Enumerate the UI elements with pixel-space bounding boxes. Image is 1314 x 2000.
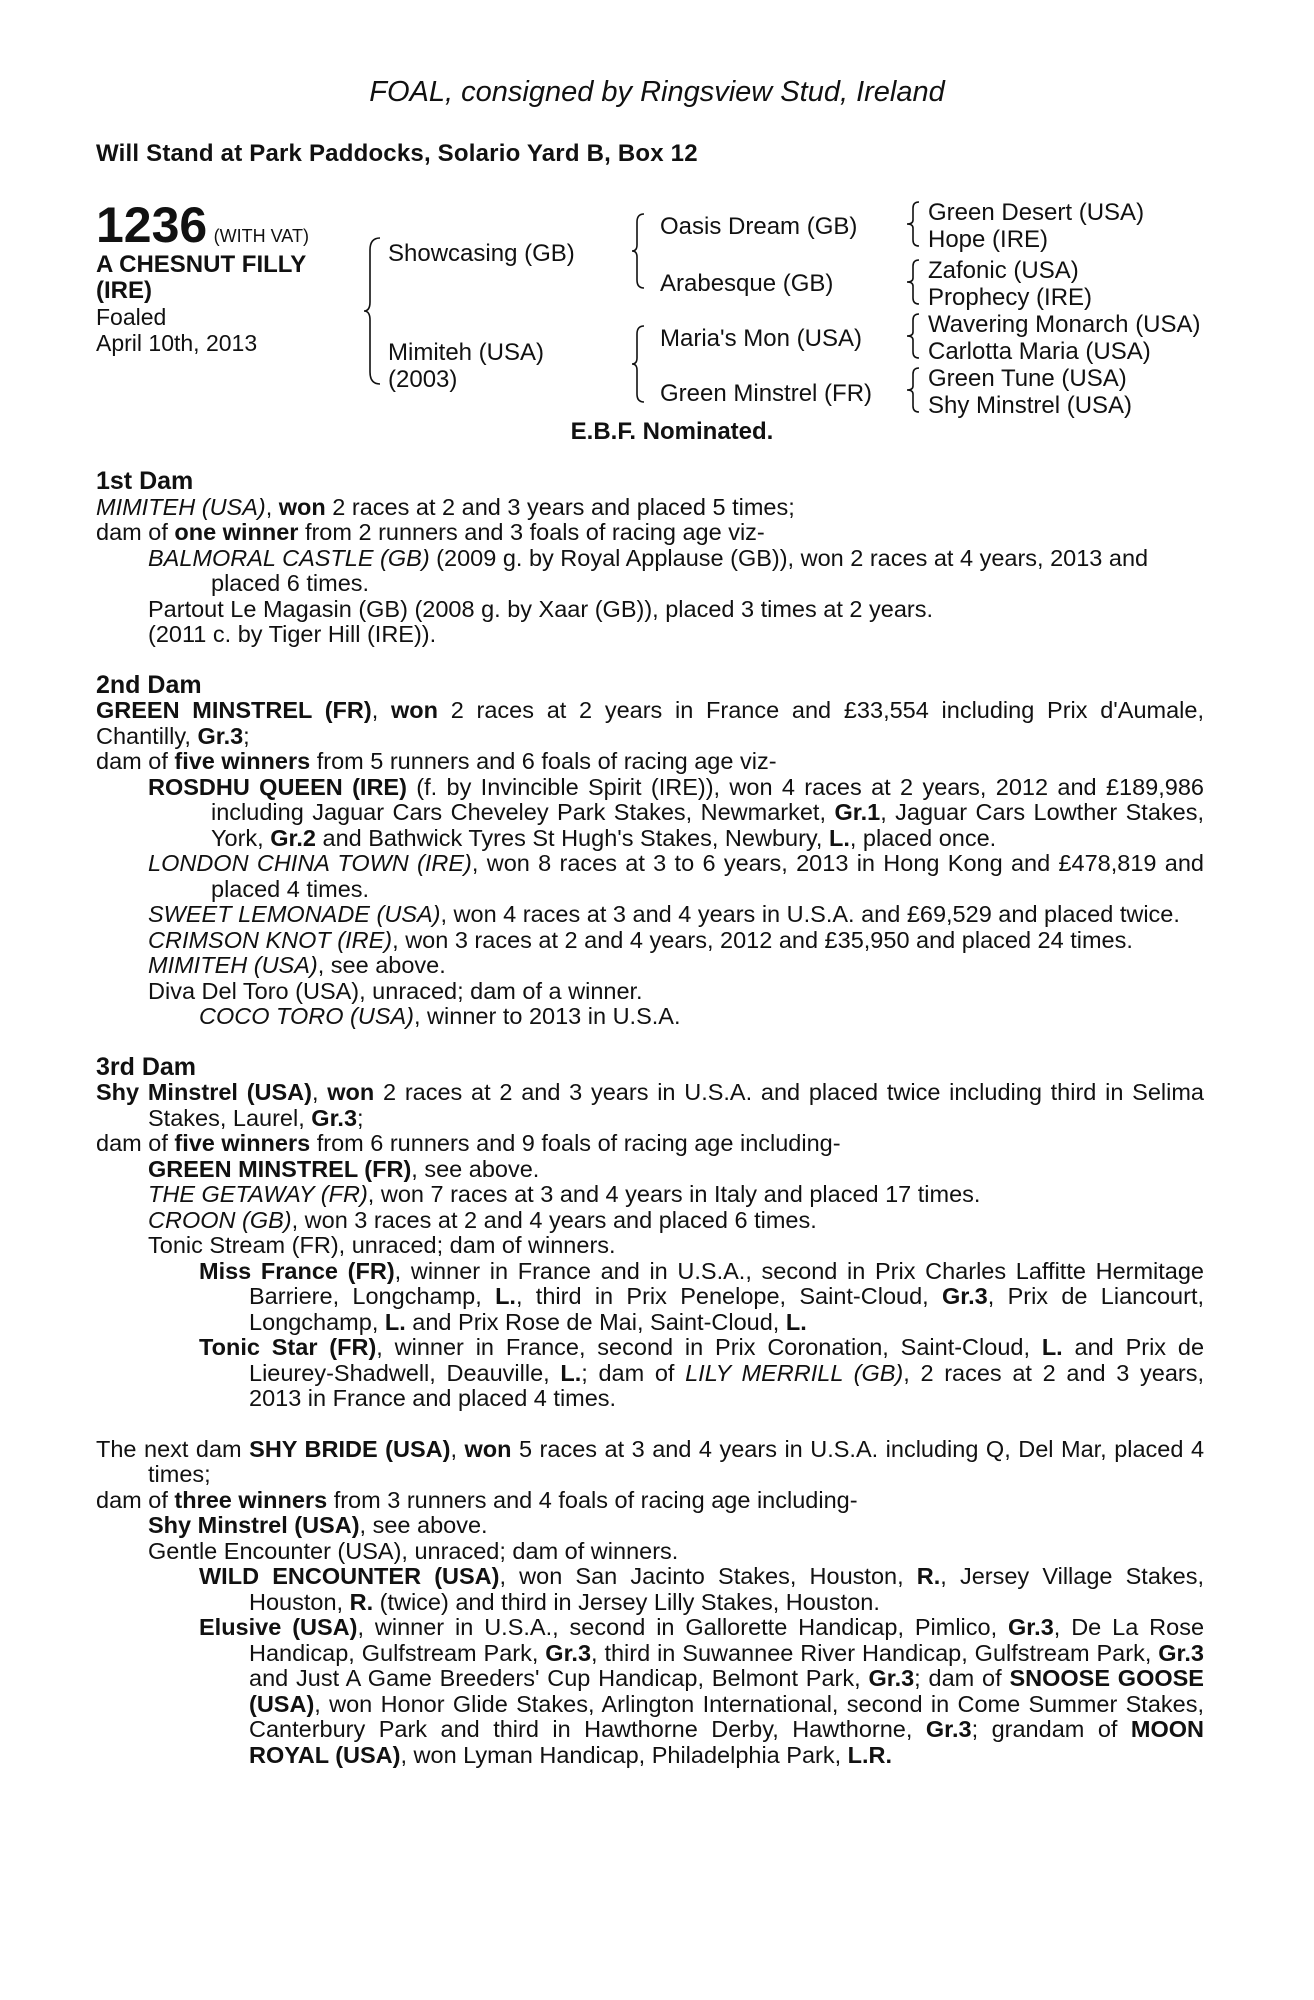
grandproduce-entry: Miss France (FR), winner in France and in U.S.A., second in Prix Charles Laffitte Hermitage Barriere, Longchamp, L., third in Prix Penelope, Saint-Cloud, Gr.3, Prix de Liancourt, Longchamp, L. and Prix Rose de Mai, Saint-Cloud, L. — [199, 1257, 1205, 1335]
pedigree-brace-marias-mon — [905, 312, 921, 360]
pedigree-brace-arabesque — [905, 258, 921, 306]
lot-description: A CHESNUT FILLY — [96, 251, 307, 278]
first-dam-produce-summary: dam of one winner from 2 runners and 3 foals of racing age viz- — [96, 519, 765, 545]
third-dam-heading: 3rd Dam — [96, 1052, 197, 1081]
dam-sire: Maria's Mon (USA) — [660, 325, 862, 352]
pedigree-brace-oasis — [905, 200, 921, 248]
sire-sire: Oasis Dream (GB) — [660, 213, 858, 240]
produce-entry: GREEN MINSTREL (FR), see above. — [148, 1155, 540, 1182]
second-dam-produce-summary: dam of five winners from 5 runners and 6 foals of racing age viz- — [96, 748, 777, 774]
ancestor-5: Wavering Monarch (USA) — [928, 311, 1201, 338]
foaled-date: April 10th, 2013 — [96, 330, 258, 356]
ancestor-3: Zafonic (USA) — [928, 257, 1079, 284]
dam-name: Mimiteh (USA) — [388, 339, 545, 366]
next-dam-produce-summary: dam of three winners from 3 runners and 4 foals of racing age including- — [96, 1486, 858, 1513]
produce-entry: CRIMSON KNOT (IRE), won 3 races at 2 and 4 years, 2012 and £35,950 and placed 24 times. — [148, 926, 1133, 953]
produce-entry: Tonic Stream (FR), unraced; dam of winners. — [148, 1232, 616, 1258]
ancestor-8: Shy Minstrel (USA) — [928, 392, 1133, 419]
ancestor-6: Carlotta Maria (USA) — [928, 338, 1151, 365]
ebf-nomination: E.B.F. Nominated. — [570, 418, 774, 445]
dam-year: (2003) — [388, 366, 458, 393]
ancestor-2: Hope (IRE) — [928, 226, 1049, 253]
second-dam-summary: GREEN MINSTREL (FR), won 2 races at 2 years in France and £33,554 including Prix d'Aumale, Chantilly, Gr.3; — [96, 697, 1204, 749]
pedigree-brace-dam — [630, 324, 646, 404]
produce-entry: Shy Minstrel (USA), see above. — [148, 1512, 488, 1538]
produce-entry: BALMORAL CASTLE (GB) (2009 g. by Royal Applause (GB)), won 2 races at 4 years, 2013 and placed 6 times. — [148, 544, 1149, 596]
produce-entry: Partout Le Magasin (GB) (2008 g. by Xaar (GB)), placed 3 times at 2 years. — [148, 595, 933, 622]
pedigree-brace-green-minstrel — [905, 366, 921, 414]
produce-entry: SWEET LEMONADE (USA), won 4 races at 3 and 4 years in U.S.A. and £69,529 and placed twice. — [148, 901, 1180, 927]
grandproduce-entry: COCO TORO (USA), winner to 2013 in U.S.A. — [199, 1003, 681, 1029]
first-dam-summary: MIMITEH (USA), won 2 races at 2 and 3 years and placed 5 times; — [96, 493, 795, 520]
lot-number: 1236 — [96, 197, 208, 253]
grandproduce-entry: WILD ENCOUNTER (USA), won San Jacinto Stakes, Houston, R., Jersey Village Stakes, Houston, R. (twice) and third in Jersey Lilly Stakes, Houston. — [199, 1563, 1205, 1615]
lot-country: (IRE) — [96, 277, 152, 304]
next-dam-summary: The next dam SHY BRIDE (USA), won 5 races at 3 and 4 years in U.S.A. including Q, Del Mar, placed 4 times; — [96, 1435, 1205, 1487]
produce-entry: THE GETAWAY (FR), won 7 races at 3 and 4 years in Italy and placed 17 times. — [148, 1181, 981, 1207]
produce-entry: LONDON CHINA TOWN (IRE), won 8 races at 3 to 6 years, 2013 in Hong Kong and £478,819 and placed 4 times. — [148, 850, 1204, 902]
produce-entry: ROSDHU QUEEN (IRE) (f. by Invincible Spirit (IRE)), won 4 races at 2 years, 2012 and £189,986 including Jaguar Cars Cheveley Park Stakes, Newmarket, Gr.1, Jaguar Cars Lowther Stakes, York, Gr.2 and Bathwick Tyres St Hugh's Stakes, Newbury, L., placed once. — [148, 773, 1204, 851]
produce-entry: (2011 c. by Tiger Hill (IRE)). — [148, 621, 437, 647]
first-dam-heading: 1st Dam — [96, 467, 194, 495]
lot-info — [96, 198, 356, 356]
grandproduce-entry: Tonic Star (FR), winner in France, second in Prix Coronation, Saint-Cloud, L. and Prix de Lieurey-Shadwell, Deauville, L.; dam of LILY MERRILL (GB), 2 races at 2 and 3 years, 2013 in France and placed 4 times. — [199, 1334, 1205, 1411]
sire-dam: Arabesque (GB) — [660, 270, 834, 297]
produce-entry: CROON (GB), won 3 races at 2 and 4 years and placed 6 times. — [148, 1206, 817, 1233]
produce-entry: MIMITEH (USA), see above. — [148, 952, 446, 978]
third-dam-summary: Shy Minstrel (USA), won 2 races at 2 and 3 years in U.S.A. and placed twice including third in Selima Stakes, Laurel, Gr.3; — [96, 1079, 1204, 1131]
produce-entry: Diva Del Toro (USA), unraced; dam of a winner. — [148, 977, 643, 1004]
stand-location: Will Stand at Park Paddocks, Solario Yard B, Box 12 — [96, 140, 698, 167]
pedigree-brace-sire — [630, 212, 646, 290]
ancestor-1: Green Desert (USA) — [928, 199, 1145, 226]
sire-name: Showcasing (GB) — [388, 240, 575, 267]
vat-note: (WITH VAT) — [213, 226, 309, 246]
second-dam-heading: 2nd Dam — [96, 670, 202, 699]
third-dam-produce-summary: dam of five winners from 6 runners and 9 foals of racing age including- — [96, 1130, 841, 1156]
foaled-label: Foaled — [96, 304, 167, 330]
catalogue-header: FOAL, consigned by Ringsview Stud, Ireland — [369, 76, 945, 108]
pedigree-brace-gen1 — [362, 236, 382, 386]
dam-dam: Green Minstrel (FR) — [660, 380, 873, 407]
grandproduce-entry: Elusive (USA), winner in U.S.A., second in Gallorette Handicap, Pimlico, Gr.3, De La Rose Handicap, Gulfstream Park, Gr.3, third in Suwannee River Handicap, Gulfstream Park, Gr.3 and Just A Game Breeders' Cup Handicap, Belmont Park, Gr.3; dam of SNOOSE GOOSE (USA), won Honor Glide Stakes, Arlington International, second in Come Summer Stakes, Canterbury Park and third in Hawthorne Derby, Hawthorne, Gr.3; grandam of MOON ROYAL (USA), won Lyman Handicap, Philadelphia Park, L.R. — [199, 1614, 1205, 1768]
produce-entry: Gentle Encounter (USA), unraced; dam of winners. — [148, 1537, 679, 1564]
ancestor-7: Green Tune (USA) — [928, 365, 1127, 392]
dam-line-text — [96, 469, 1204, 1768]
ancestor-4: Prophecy (IRE) — [928, 284, 1093, 311]
